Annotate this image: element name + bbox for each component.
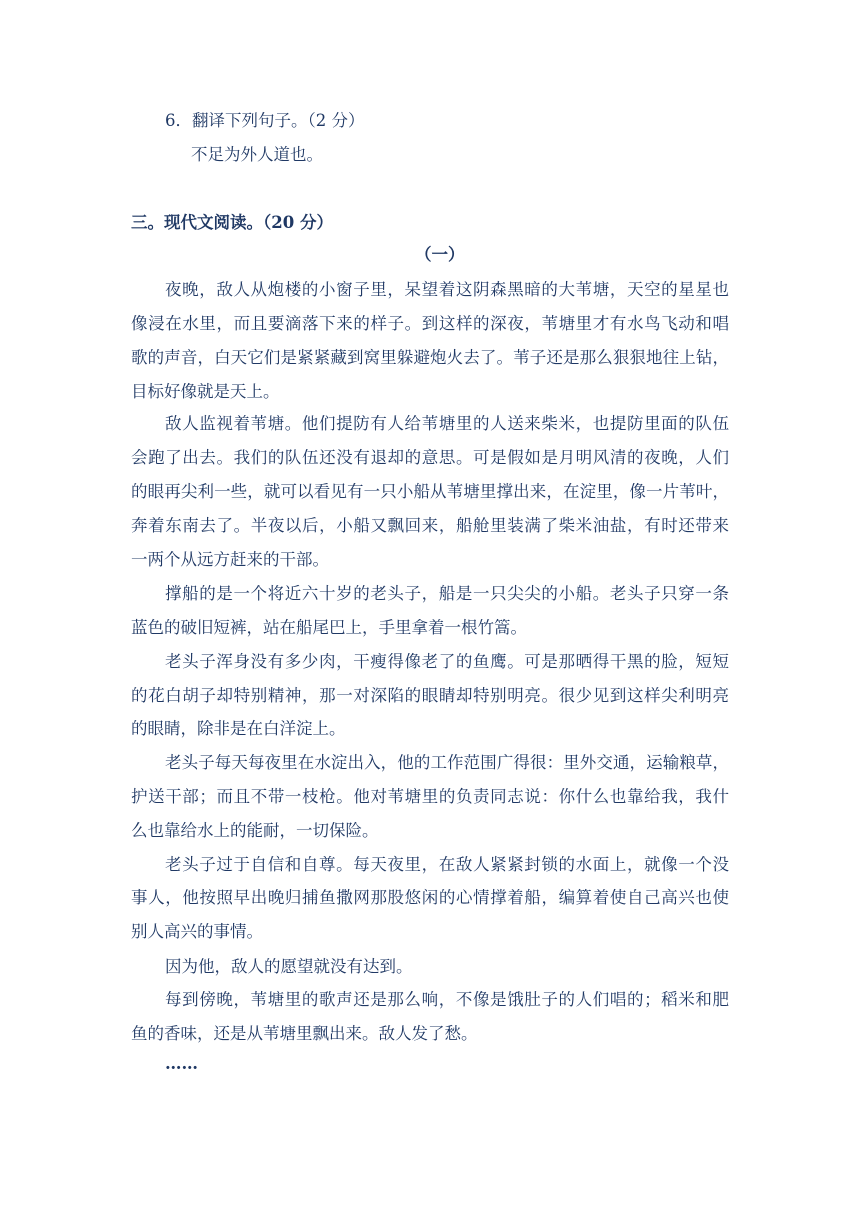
passage-line: 蓝色的破旧短裤，站在船尾巴上，手里拿着一根竹篙。 [131,618,527,637]
passage-line: 老头子浑身没有多少肉，干瘦得像老了的鱼鹰。可是那晒得干黑的脸，短短 [165,652,729,671]
passage-line: 敌人监视着苇塘。他们提防有人给苇塘里的人送来柴米，也提防里面的队伍 [165,414,729,433]
part-1-label: （一） [415,245,465,264]
passage-line: 么也靠给水上的能耐，一切保险。 [131,821,379,840]
question-6-prompt: 6．翻译下列句子。（2 分） [165,111,365,130]
passage-line: 奔着东南去了。半夜以后，小船又飘回来，船舱里装满了柴米油盐，有时还带来 [131,516,729,535]
passage-line: 老头子过于自信和自尊。每天夜里，在敌人紧紧封锁的水面上，就像一个没 [165,855,729,874]
passage-line: 的眼睛，除非是在白洋淀上。 [131,719,346,738]
passage-ellipsis: …… [165,1054,198,1073]
passage-line: 老头子每天每夜里在水淀出入，他的工作范围广得很：里外交通，运输粮草， [165,753,729,772]
passage-line: 的眼再尖利一些，就可以看见有一只小船从苇塘里撑出来，在淀里，像一片苇叶， [131,482,729,501]
section-3-heading: 三。现代文阅读。（20 分） [131,213,333,232]
passage-line: 目标好像就是天上。 [131,382,280,401]
question-6-sentence: 不足为外人道也。 [191,145,323,164]
passage-line: 会跑了出去。我们的队伍还没有退却的意思。可是假如是月明风清的夜晚，人们 [131,448,729,467]
passage-line: 每到傍晚，苇塘里的歌声还是那么响，不像是饿肚子的人们唱的；稻米和肥 [165,990,729,1009]
passage-line: 撑船的是一个将近六十岁的老头子，船是一只尖尖的小船。老头子只穿一条 [165,584,729,603]
passage-line: 像浸在水里，而且要滴落下来的样子。到这样的深夜，苇塘里才有水鸟飞动和唱 [131,314,729,333]
passage-line: 夜晚，敌人从炮楼的小窗子里，呆望着这阴森黑暗的大苇塘，天空的星星也 [165,280,729,299]
passage-line: 的花白胡子却特别精神，那一对深陷的眼睛却特别明亮。很少见到这样尖利明亮 [131,686,729,705]
passage-line: 一两个从远方赶来的干部。 [131,550,329,569]
passage-line: 因为他，敌人的愿望就没有达到。 [165,957,413,976]
passage-line: 别人高兴的事情。 [131,922,263,941]
passage-line: 鱼的香味，还是从苇塘里飘出来。敌人发了愁。 [131,1024,478,1043]
passage-line: 护送干部；而且不带一枝枪。他对苇塘里的负责同志说：你什么也靠给我，我什 [131,787,729,806]
passage-line: 事人，他按照早出晚归捕鱼撒网那股悠闲的心情撑着船，编算着使自己高兴也使 [131,888,729,907]
passage-line: 歌的声音，白天它们是紧紧藏到窝里躲避炮火去了。苇子还是那么狠狠地往上钻， [131,348,729,367]
